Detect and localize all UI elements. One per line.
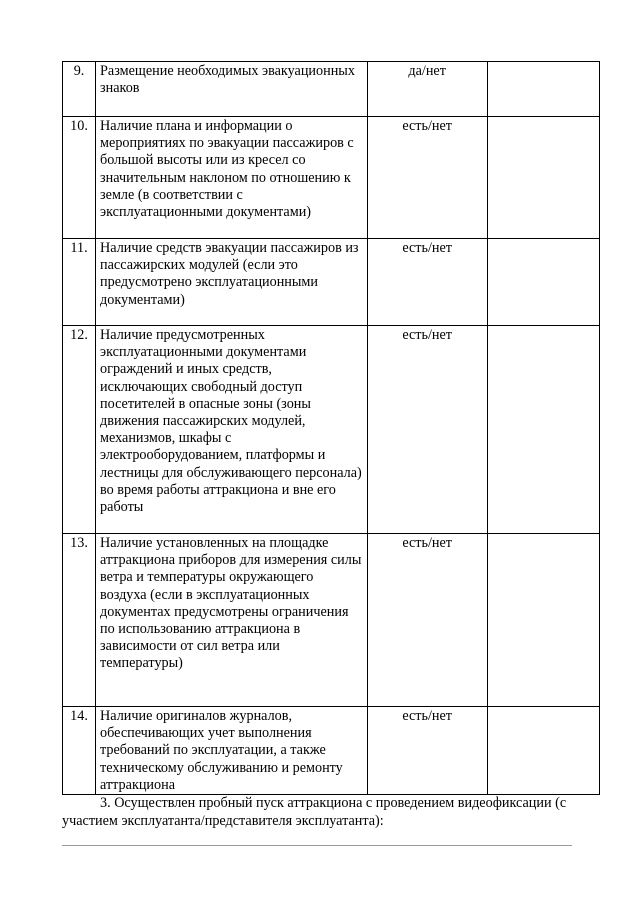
row-description: Наличие установленных на площадке аттракциона приборов для измерения силы ветра и температуры окружающего воздуха (если в эксплуатационных документах предусмотрены ограничения по использованию аттракциона в зависимости от сил ветра или температуры) (96, 534, 368, 707)
row-value: есть/нет (367, 117, 487, 239)
table-row (63, 239, 600, 326)
table-row (63, 117, 600, 239)
row-number: 9. (63, 62, 96, 117)
row-value: есть/нет (367, 534, 487, 707)
row-value: есть/нет (367, 239, 487, 326)
row-value: есть/нет (367, 326, 487, 534)
row-description: Наличие оригиналов журналов, обеспечивающих учет выполнения требований по эксплуатации, а также техническому обслуживанию и ремонту аттракциона (96, 707, 368, 795)
row-mark-cell[interactable] (487, 117, 599, 239)
row-description: Наличие средств эвакуации пассажиров из пассажирских модулей (если это предусмотрено эксплуатационными документами) (96, 239, 368, 326)
checklist-table (62, 61, 600, 795)
row-mark-cell[interactable] (487, 326, 599, 534)
table-row (63, 62, 600, 117)
row-mark-cell[interactable] (487, 239, 599, 326)
row-number: 14. (63, 707, 96, 795)
row-number: 11. (63, 239, 96, 326)
row-number: 10. (63, 117, 96, 239)
row-mark-cell[interactable] (487, 62, 599, 117)
row-mark-cell[interactable] (487, 534, 599, 707)
row-description: Наличие предусмотренных эксплуатационными документами ограждений и иных средств, исключающих свободный доступ посетителей в опасные зоны (зоны движения пассажирских модулей, механизмов, шкафы с электрооборудованием, платформы и лестницы для обслуживающего персонала) во время работы аттракциона и вне его работы (96, 326, 368, 534)
table-row (63, 707, 600, 795)
row-number: 13. (63, 534, 96, 707)
fill-in-line[interactable] (62, 845, 572, 846)
row-mark-cell[interactable] (487, 707, 599, 795)
row-description: Размещение необходимых эвакуационных знаков (96, 62, 368, 117)
table-row (63, 326, 600, 534)
row-value: да/нет (367, 62, 487, 117)
row-number: 12. (63, 326, 96, 534)
row-description: Наличие плана и информации о мероприятиях по эвакуации пассажиров с большой высоты или из кресел со значительным наклоном по отношению к земле (в соответствии с эксплуатационными документами) (96, 117, 368, 239)
row-value: есть/нет (367, 707, 487, 795)
section-paragraph: 3. Осуществлен пробный пуск аттракциона с проведением видеофиксации (с участием эксплуатанта/представителя эксплуатанта): (62, 795, 567, 829)
table-row (63, 534, 600, 707)
